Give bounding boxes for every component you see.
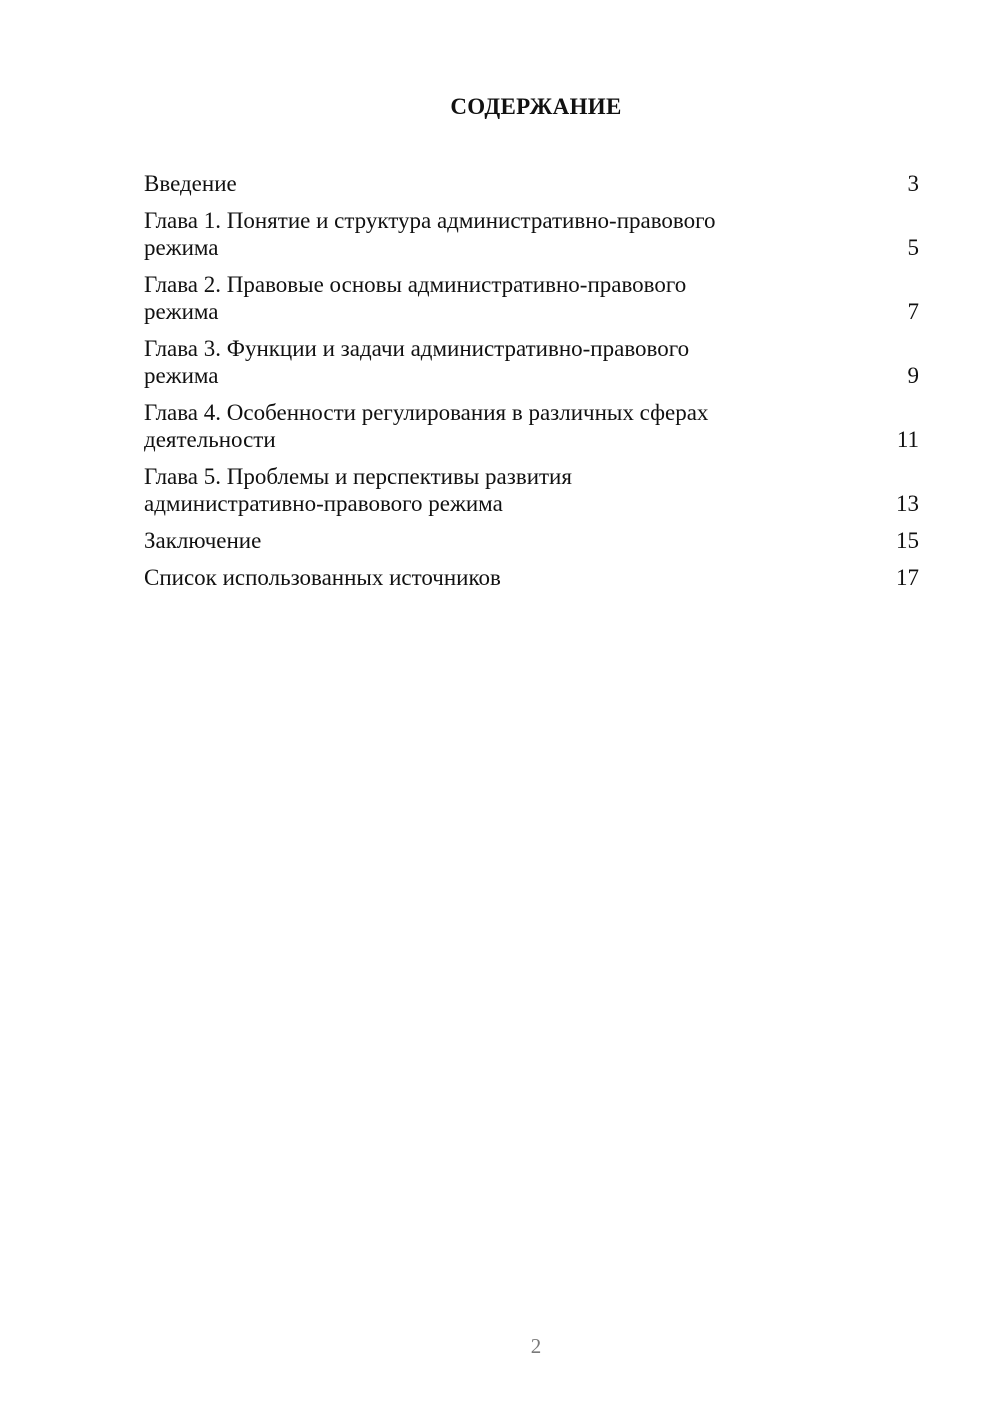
table-of-contents [144, 170, 919, 601]
toc-entry-page-number: 11 [896, 427, 919, 452]
toc-entry-chapter-2 [144, 271, 919, 325]
toc-entry-title: Список использованных источников [144, 565, 501, 590]
toc-entry-chapter-3 [144, 335, 919, 389]
toc-entry-chapter-4 [144, 399, 919, 453]
toc-heading: СОДЕРЖАНИЕ [450, 94, 622, 119]
toc-entry-page-number: 7 [907, 299, 919, 324]
toc-entry-page-number: 3 [907, 171, 919, 196]
toc-entry-references [144, 564, 919, 591]
toc-entry-title: Глава 4. Особенности регулирования в различных сферах деятельности [144, 400, 709, 452]
toc-entry-title: Глава 1. Понятие и структура административно-правового режима [144, 208, 716, 260]
toc-entry-conclusion [144, 527, 919, 554]
toc-entry-title: Глава 5. Проблемы и перспективы развития административно-правового режима [144, 464, 572, 516]
toc-entry-page-number: 15 [896, 528, 919, 553]
toc-entry-title: Введение [144, 171, 237, 196]
toc-entry-title: Глава 2. Правовые основы административно-правового режима [144, 272, 687, 324]
toc-entry-title: Глава 3. Функции и задачи административно-правового режима [144, 336, 690, 388]
toc-entry-page-number: 13 [896, 491, 919, 516]
toc-entry-page-number: 5 [907, 235, 919, 260]
toc-entry-chapter-1 [144, 207, 919, 261]
toc-entry-chapter-5 [144, 463, 919, 517]
toc-entry-page-number: 9 [907, 363, 919, 388]
toc-entry-title: Заключение [144, 528, 262, 553]
toc-entry-page-number: 17 [896, 565, 919, 590]
page-number: 2 [530, 1334, 542, 1358]
toc-entry-introduction [144, 170, 919, 197]
